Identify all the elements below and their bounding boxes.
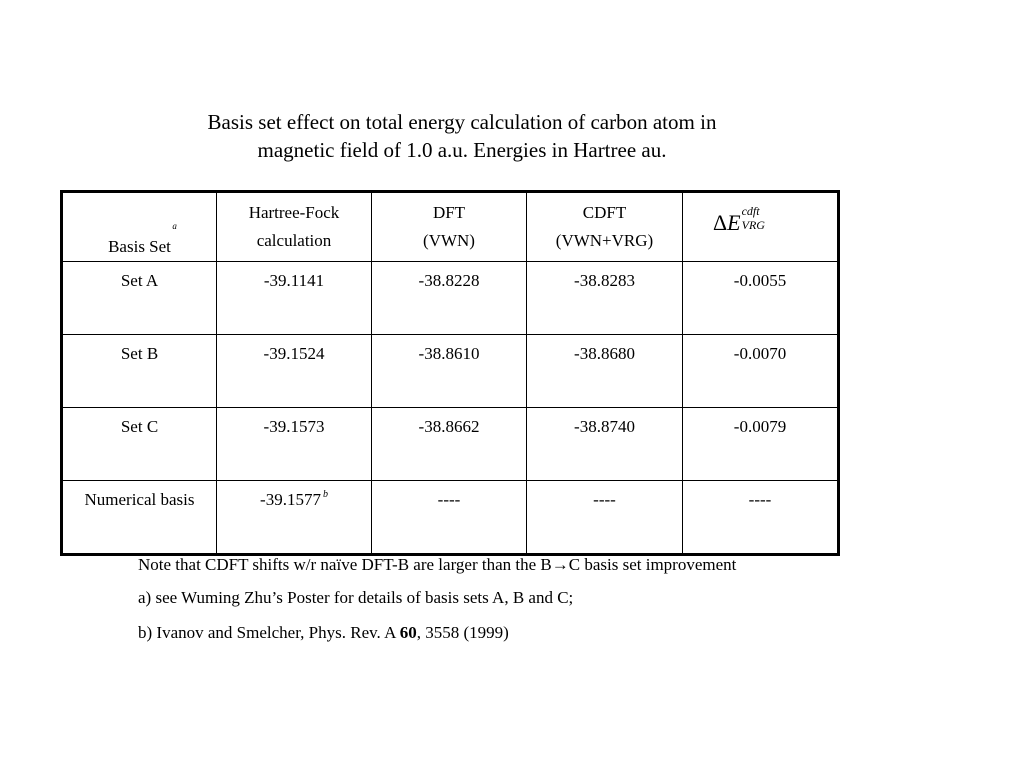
energy-table [60,190,840,556]
header-basis-set [62,192,217,262]
cell-hf: -39.1524 [217,335,372,408]
cell-delta: -0.0070 [683,335,839,408]
note-footnote-b [138,621,778,644]
delta-energy-formula [713,204,777,237]
header-hf-line-1: Hartree-Fock [248,203,340,222]
cell-basis: Set B [62,335,217,408]
header-basis-set-label: Basis Set [108,237,171,256]
note-cdft-shift: Note that CDFT shifts w/r naïve DFT-B are larger than the B→C basis set improvement [138,555,737,574]
cell-delta: -0.0055 [683,262,839,335]
cell-hf: -39.1141 [217,262,372,335]
note-footnote-a: a) see Wuming Zhu’s Poster for details of basis sets A, B and C; [138,588,574,607]
table-row [62,408,839,481]
cell-hf [217,481,372,555]
note-b-volume: 60 [399,623,417,642]
cell-basis: Set C [62,408,217,481]
header-cdft-line-1: CDFT [582,203,627,222]
cell-dft: -38.8662 [372,408,527,481]
cell-delta: -0.0079 [683,408,839,481]
title-line-1: Basis set effect on total energy calculation of carbon atom in [207,110,717,134]
header-hf-line-2: calculation [256,231,332,250]
table-row [62,335,839,408]
cell-dft: -38.8228 [372,262,527,335]
cell-delta: ---- [683,481,839,555]
cell-hf: -39.1573 [217,408,372,481]
table-row [62,262,839,335]
header-hartree-fock [217,192,372,262]
header-delta-energy [683,192,839,262]
notes-section [138,553,778,656]
cell-dft: ---- [372,481,527,555]
energy-symbol: E [727,210,741,235]
cell-cdft: -38.8740 [527,408,683,481]
cell-dft: -38.8610 [372,335,527,408]
header-dft [372,192,527,262]
cell-cdft: ---- [527,481,683,555]
cell-hf-value: -39.1577 [260,490,321,509]
delta-subscript: VRG [741,218,765,232]
footnote-a-marker: a [172,221,177,231]
cell-cdft: -38.8680 [527,335,683,408]
table-row [62,481,839,555]
note-b-suffix: , 3558 (1999) [416,623,509,642]
delta-superscript: cdft [741,204,760,218]
delta-symbol: Δ [713,210,728,235]
cell-cdft: -38.8283 [527,262,683,335]
cell-basis: Numerical basis [62,481,217,555]
cell-basis: Set A [62,262,217,335]
header-cdft-line-2: (VWN+VRG) [555,231,654,250]
header-dft-line-1: DFT [432,203,466,222]
table-header-row [62,192,839,262]
header-dft-line-2: (VWN) [423,231,475,250]
title-line-2: magnetic field of 1.0 a.u. Energies in Hartree au. [257,138,667,162]
footnote-b-marker: b [322,489,328,500]
note-b-prefix: b) Ivanov and Smelcher, Phys. Rev. A [138,623,400,642]
header-cdft [527,192,683,262]
slide-title [0,108,924,164]
